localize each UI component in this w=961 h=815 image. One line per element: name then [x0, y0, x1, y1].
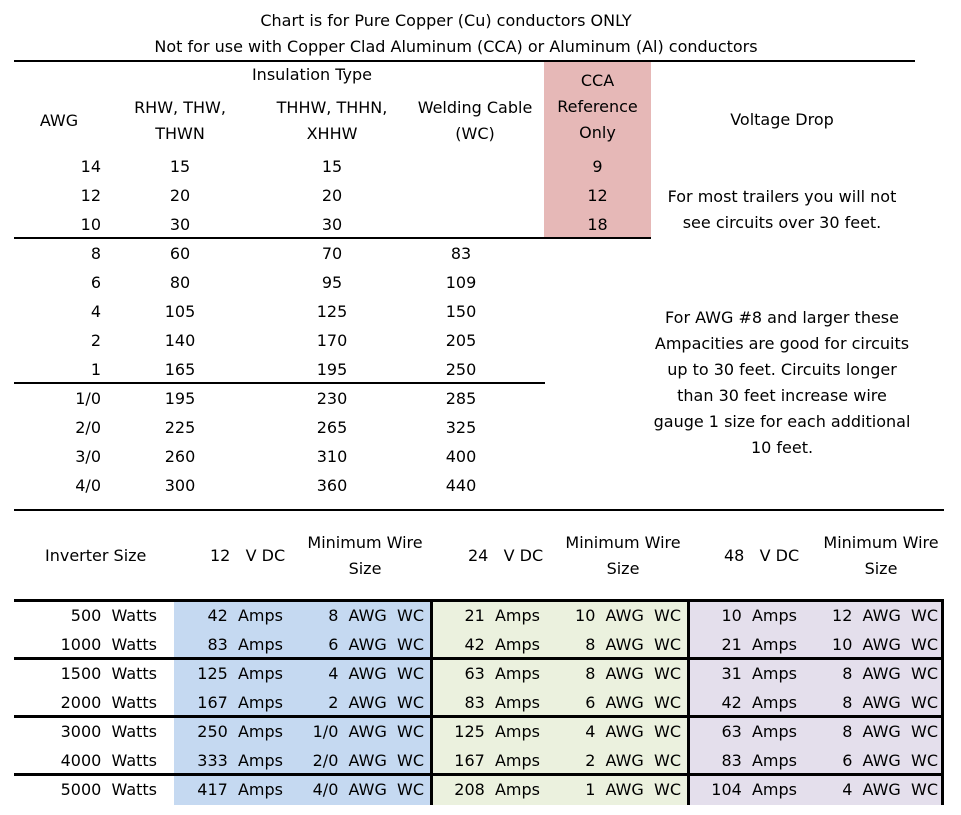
- ampacity-cell-thhw: 310: [316, 447, 348, 466]
- ampacity-cell-awg: 12: [80, 186, 101, 205]
- inverter-cell-size: 1000 Watts: [60, 635, 157, 654]
- v48-header: 48 V DC: [724, 546, 800, 565]
- ampacity-cell-rhw: 165: [164, 360, 196, 379]
- inverter-cell-w12: 4/0 AWG WC: [312, 780, 424, 799]
- ampacity-cell-wc: 440: [445, 476, 477, 495]
- ampacity-cell-thhw: 195: [316, 360, 348, 379]
- inverter-cell-a12: 333 Amps: [197, 751, 283, 770]
- ampacity-cell-awg: 3/0: [75, 447, 101, 466]
- ampacity-cell-awg: 4: [90, 302, 101, 321]
- inverter-cell-w24: 2 AWG WC: [585, 751, 681, 770]
- inverter-cell-a24: 125 Amps: [454, 722, 540, 741]
- note2-line4: than 30 feet increase wire: [677, 386, 887, 405]
- ampacity-cell-wc: 250: [445, 360, 477, 379]
- inverter-cell-w24: 4 AWG WC: [585, 722, 681, 741]
- inverter-vline-right: [941, 601, 944, 805]
- ampacity-cell-rhw: 20: [169, 186, 191, 205]
- voltage-drop-header: Voltage Drop: [730, 110, 834, 129]
- cca-header-2: Reference: [557, 97, 638, 116]
- inverter-cell-w12: 6 AWG WC: [328, 635, 424, 654]
- ampacity-cell-awg: 2/0: [75, 418, 101, 437]
- title-line-1: Chart is for Pure Copper (Cu) conductors ONLY: [260, 11, 632, 30]
- inverter-vline-12-24: [430, 601, 433, 805]
- inverter-cell-a24: 42 Amps: [464, 635, 540, 654]
- inverter-cell-a48: 63 Amps: [721, 722, 797, 741]
- note1-line1: For most trailers you will not: [667, 187, 897, 206]
- rhw-header-2: THWN: [155, 124, 205, 143]
- v24-min-wire-header-2: Size: [606, 559, 640, 578]
- inverter-cell-size: 5000 Watts: [60, 780, 157, 799]
- awg-header: AWG: [39, 111, 79, 130]
- inverter-cell-a48: 31 Amps: [721, 664, 797, 683]
- note2-line6: 10 feet.: [750, 438, 814, 457]
- ampacity-cell-rhw: 140: [164, 331, 196, 350]
- inverter-cell-w12: 2/0 AWG WC: [312, 751, 424, 770]
- ampacity-cell-thhw: 170: [316, 331, 348, 350]
- inverter-cell-w24: 1 AWG WC: [585, 780, 681, 799]
- inverter-cell-w24: 10 AWG WC: [575, 606, 681, 625]
- ampacity-cell-rhw: 80: [169, 273, 191, 292]
- inverter-cell-a24: 208 Amps: [454, 780, 540, 799]
- ampacity-cell-rhw: 260: [164, 447, 196, 466]
- thhw-header-2: XHHW: [306, 124, 358, 143]
- ampacity-cell-rhw: 105: [164, 302, 196, 321]
- title-line-2: Not for use with Copper Clad Aluminum (CCA) or Aluminum (Al) conductors: [154, 37, 758, 56]
- inverter-cell-a48: 42 Amps: [721, 693, 797, 712]
- inverter-cell-size: 3000 Watts: [60, 722, 157, 741]
- v12-min-wire-header-1: Minimum Wire: [307, 533, 423, 552]
- ampacity-cell-thhw: 70: [321, 244, 343, 263]
- wc-header-2: (WC): [455, 124, 495, 143]
- inverter-cell-w12: 1/0 AWG WC: [312, 722, 424, 741]
- ampacity-cell-wc: 285: [445, 389, 477, 408]
- v24-header: 24 V DC: [468, 546, 544, 565]
- inverter-cell-a48: 21 Amps: [721, 635, 797, 654]
- inverter-cell-size: 4000 Watts: [60, 751, 157, 770]
- inverter-divider-3: [14, 773, 944, 776]
- ampacity-cell-thhw: 95: [321, 273, 343, 292]
- ampacity-cell-awg: 10: [80, 215, 101, 234]
- inverter-header-rule: [14, 599, 944, 602]
- ampacity-cell-wc: 205: [445, 331, 477, 350]
- inverter-cell-w48: 8 AWG WC: [842, 722, 938, 741]
- inverter-size-header: Inverter Size: [45, 546, 147, 565]
- rhw-header-1: RHW, THW,: [134, 98, 226, 117]
- inverter-cell-a48: 104 Amps: [711, 780, 797, 799]
- inverter-cell-size: 1500 Watts: [60, 664, 157, 683]
- ampacity-cell-awg: 6: [90, 273, 101, 292]
- inverter-cell-a48: 10 Amps: [721, 606, 797, 625]
- ampacity-cell-thhw: 125: [316, 302, 348, 321]
- inverter-cell-w24: 8 AWG WC: [585, 635, 681, 654]
- ampacity-cell-cca: 9: [592, 157, 603, 176]
- insulation-type-label: Insulation Type: [251, 65, 373, 84]
- ampacity-cell-thhw: 265: [316, 418, 348, 437]
- ampacity-cell-thhw: 30: [321, 215, 343, 234]
- ampacity-cell-wc: 150: [445, 302, 477, 321]
- ampacity-cell-wc: 109: [445, 273, 477, 292]
- inverter-cell-a12: 167 Amps: [197, 693, 283, 712]
- inverter-cell-w48: 6 AWG WC: [842, 751, 938, 770]
- inverter-cell-a12: 417 Amps: [197, 780, 283, 799]
- note2-line3: up to 30 feet. Circuits longer: [667, 360, 897, 379]
- inverter-cell-a48: 83 Amps: [721, 751, 797, 770]
- inverter-cell-a24: 63 Amps: [464, 664, 540, 683]
- inverter-cell-w48: 8 AWG WC: [842, 693, 938, 712]
- top-rule: [14, 60, 915, 62]
- v12-min-wire-header-2: Size: [348, 559, 382, 578]
- inverter-cell-a12: 42 Amps: [207, 606, 283, 625]
- inverter-cell-w12: 4 AWG WC: [328, 664, 424, 683]
- wc-header-1: Welding Cable: [417, 98, 533, 117]
- ampacity-cell-thhw: 20: [321, 186, 343, 205]
- ampacity-cell-thhw: 15: [321, 157, 343, 176]
- ampacity-cell-rhw: 30: [169, 215, 191, 234]
- ampacity-cell-rhw: 60: [169, 244, 191, 263]
- inverter-cell-a24: 21 Amps: [464, 606, 540, 625]
- inverter-cell-w48: 10 AWG WC: [832, 635, 938, 654]
- inverter-cell-size: 500 Watts: [70, 606, 157, 625]
- inverter-divider-1: [14, 657, 944, 660]
- v48-min-wire-header-2: Size: [864, 559, 898, 578]
- ampacity-cell-awg: 2: [90, 331, 101, 350]
- ampacity-cell-thhw: 230: [316, 389, 348, 408]
- inverter-cell-w12: 2 AWG WC: [328, 693, 424, 712]
- ampacity-cell-wc: 325: [445, 418, 477, 437]
- divider-after-awg1: [14, 382, 545, 384]
- note2-line2: Ampacities are good for circuits: [654, 334, 910, 353]
- inverter-top-rule: [14, 509, 944, 511]
- inverter-cell-a12: 83 Amps: [207, 635, 283, 654]
- ampacity-cell-rhw: 195: [164, 389, 196, 408]
- ampacity-cell-awg: 14: [80, 157, 101, 176]
- inverter-cell-a12: 125 Amps: [197, 664, 283, 683]
- ampacity-cell-wc: 83: [450, 244, 472, 263]
- inverter-divider-2: [14, 715, 944, 718]
- ampacity-cell-cca: 12: [587, 186, 608, 205]
- inverter-cell-size: 2000 Watts: [60, 693, 157, 712]
- inverter-cell-a24: 83 Amps: [464, 693, 540, 712]
- ampacity-cell-awg: 4/0: [75, 476, 101, 495]
- inverter-cell-w24: 8 AWG WC: [585, 664, 681, 683]
- inverter-cell-w24: 6 AWG WC: [585, 693, 681, 712]
- cca-header-3: Only: [579, 123, 616, 142]
- divider-after-awg10: [14, 237, 651, 239]
- ampacity-cell-cca: 18: [587, 215, 608, 234]
- inverter-cell-w48: 8 AWG WC: [842, 664, 938, 683]
- inverter-vline-24-48: [687, 601, 690, 805]
- note2-line5: gauge 1 size for each additional: [653, 412, 911, 431]
- note1-line2: see circuits over 30 feet.: [682, 213, 882, 232]
- inverter-cell-a24: 167 Amps: [454, 751, 540, 770]
- ampacity-cell-awg: 8: [90, 244, 101, 263]
- thhw-header-1: THHW, THHN,: [276, 98, 388, 117]
- ampacity-cell-awg: 1/0: [75, 389, 101, 408]
- ampacity-cell-rhw: 225: [164, 418, 196, 437]
- note2-line1: For AWG #8 and larger these: [665, 308, 899, 327]
- cca-header-1: CCA: [580, 71, 615, 90]
- v24-min-wire-header-1: Minimum Wire: [565, 533, 681, 552]
- inverter-cell-w48: 4 AWG WC: [842, 780, 938, 799]
- inverter-cell-w12: 8 AWG WC: [328, 606, 424, 625]
- inverter-cell-w48: 12 AWG WC: [832, 606, 938, 625]
- ampacity-cell-rhw: 15: [169, 157, 191, 176]
- ampacity-cell-thhw: 360: [316, 476, 348, 495]
- ampacity-cell-awg: 1: [90, 360, 101, 379]
- ampacity-cell-wc: 400: [445, 447, 477, 466]
- inverter-cell-a12: 250 Amps: [197, 722, 283, 741]
- ampacity-cell-rhw: 300: [164, 476, 196, 495]
- v48-min-wire-header-1: Minimum Wire: [823, 533, 939, 552]
- v12-header: 12 V DC: [210, 546, 286, 565]
